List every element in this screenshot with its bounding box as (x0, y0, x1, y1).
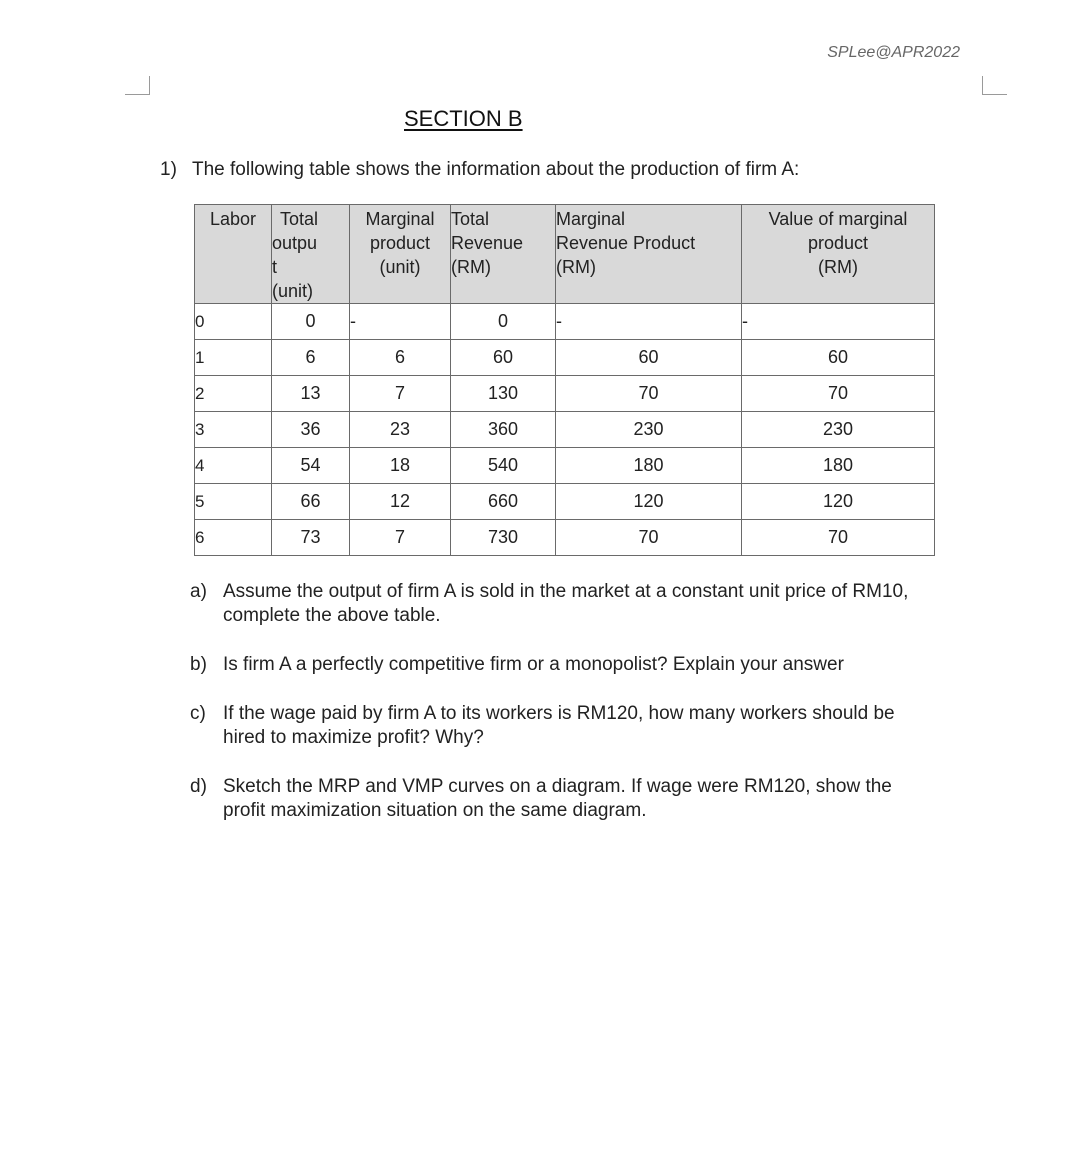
cell-vmp: - (742, 304, 935, 340)
cell-total-revenue: 360 (451, 412, 556, 448)
sub-question-list (190, 580, 930, 848)
cell-mrp: 60 (556, 340, 742, 376)
header-marginal-product: Marginal product (unit) (350, 205, 451, 304)
cell-vmp: 120 (742, 484, 935, 520)
cell-mrp: - (556, 304, 742, 340)
cell-total-output: 6 (272, 340, 350, 376)
cell-mrp: 180 (556, 448, 742, 484)
cell-mrp: 70 (556, 376, 742, 412)
cell-labor: 4 (195, 448, 272, 484)
header-labor: Labor (195, 205, 272, 304)
cell-total-output: 13 (272, 376, 350, 412)
cell-vmp: 230 (742, 412, 935, 448)
cell-total-revenue: 540 (451, 448, 556, 484)
question-intro-text: The following table shows the information about the production of firm A: (192, 159, 800, 180)
cell-total-output: 66 (272, 484, 350, 520)
cell-marginal-product: 12 (350, 484, 451, 520)
cell-vmp: 60 (742, 340, 935, 376)
cell-labor: 2 (195, 376, 272, 412)
cell-labor: 0 (195, 304, 272, 340)
cell-total-output: 73 (272, 520, 350, 556)
sub-question-label: a) (190, 581, 207, 602)
sub-question-label: d) (190, 776, 207, 797)
cell-marginal-product: 18 (350, 448, 451, 484)
production-table (194, 204, 935, 556)
sub-question-d (190, 775, 930, 823)
cell-total-output: 36 (272, 412, 350, 448)
cell-total-revenue: 660 (451, 484, 556, 520)
table-header-row (195, 205, 935, 304)
cell-mrp: 230 (556, 412, 742, 448)
cell-total-revenue: 60 (451, 340, 556, 376)
cell-labor: 3 (195, 412, 272, 448)
header-marginal-revenue-product: Marginal Revenue Product (RM) (556, 205, 742, 304)
cell-labor: 5 (195, 484, 272, 520)
author-date-note: SPLee@APR2022 (827, 44, 960, 61)
crop-mark-left (125, 76, 150, 95)
cell-total-revenue: 130 (451, 376, 556, 412)
cell-labor: 6 (195, 520, 272, 556)
header-total-revenue: Total Revenue (RM) (451, 205, 556, 304)
table-row (195, 448, 935, 484)
cell-marginal-product: 7 (350, 376, 451, 412)
cell-total-output: 0 (272, 304, 350, 340)
header-total-output: Total outpu t (unit) (272, 205, 350, 304)
cell-marginal-product: 6 (350, 340, 451, 376)
sub-question-label: c) (190, 703, 206, 724)
cell-mrp: 120 (556, 484, 742, 520)
sub-question-label: b) (190, 654, 207, 675)
sub-question-text: Assume the output of firm A is sold in the market at a constant unit price of RM10, complete the above table. (223, 581, 909, 626)
cell-mrp: 70 (556, 520, 742, 556)
sub-question-text: If the wage paid by firm A to its workers is RM120, how many workers should be hired to maximize profit? Why? (223, 703, 895, 748)
table-row (195, 412, 935, 448)
question-intro (160, 159, 799, 181)
cell-total-revenue: 730 (451, 520, 556, 556)
cell-marginal-product: 7 (350, 520, 451, 556)
sub-question-b (190, 653, 930, 677)
cell-marginal-product: - (350, 304, 451, 340)
table-row (195, 484, 935, 520)
question-number: 1) (160, 159, 177, 180)
crop-mark-right (982, 76, 1007, 95)
table-row (195, 304, 935, 340)
cell-total-output: 54 (272, 448, 350, 484)
sub-question-text: Sketch the MRP and VMP curves on a diagram. If wage were RM120, show the profit maximization situation on the same diagram. (223, 776, 892, 821)
section-title: SECTION B (404, 106, 523, 131)
cell-marginal-product: 23 (350, 412, 451, 448)
sub-question-c (190, 702, 930, 750)
sub-question-text: Is firm A a perfectly competitive firm or a monopolist? Explain your answer (223, 654, 844, 675)
cell-vmp: 70 (742, 520, 935, 556)
sub-question-a (190, 580, 930, 628)
table-row (195, 376, 935, 412)
cell-vmp: 180 (742, 448, 935, 484)
table-row (195, 340, 935, 376)
header-value-of-marginal-product: Value of marginal product (RM) (742, 205, 935, 304)
cell-labor: 1 (195, 340, 272, 376)
cell-total-revenue: 0 (451, 304, 556, 340)
table-row (195, 520, 935, 556)
cell-vmp: 70 (742, 376, 935, 412)
